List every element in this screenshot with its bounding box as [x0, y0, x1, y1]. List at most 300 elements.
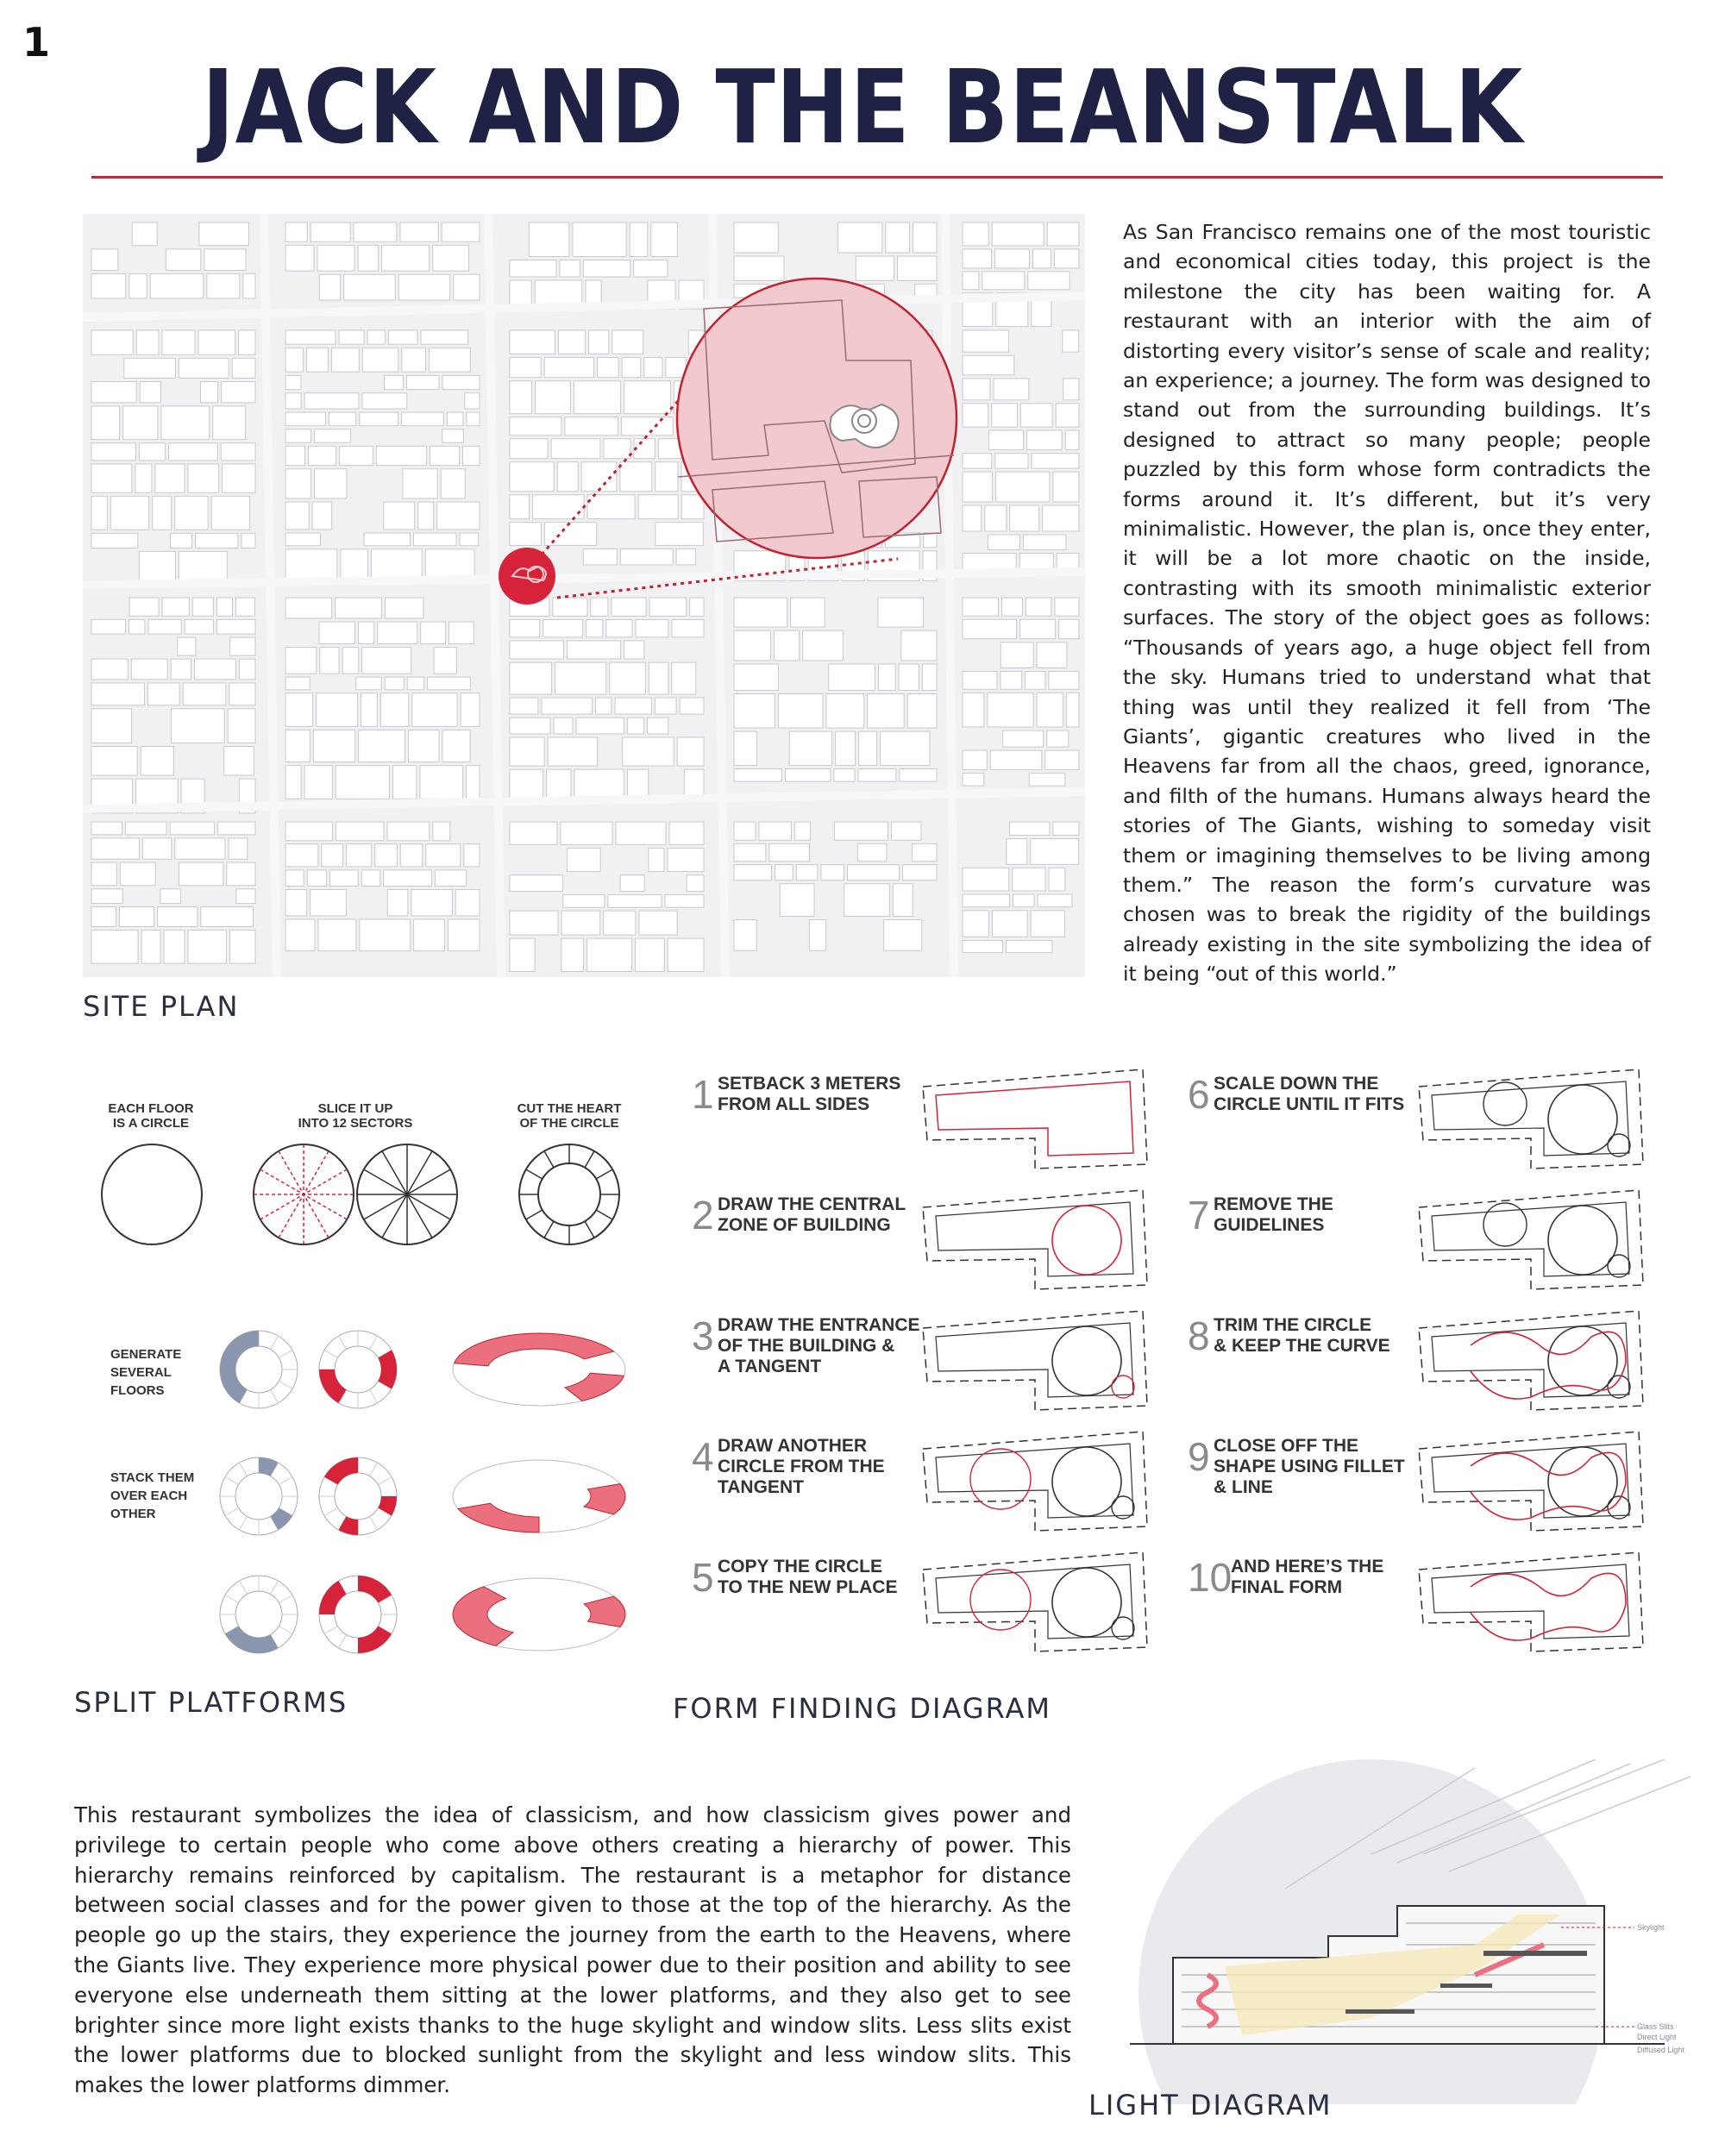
building-block: [242, 533, 255, 548]
building-block: [1031, 911, 1064, 937]
light-label-glass-slits: Glass Slits: [1637, 2022, 1674, 2031]
tangent-circle: [970, 1570, 1031, 1630]
building-block: [995, 472, 1050, 502]
building-block: [120, 862, 155, 886]
building-block: [982, 272, 1025, 290]
building-block: [285, 822, 332, 841]
building-block: [598, 357, 619, 377]
building-block: [510, 495, 530, 519]
central-circle: [1052, 1568, 1121, 1637]
building-block: [148, 683, 180, 705]
building-block: [775, 630, 800, 661]
building-block: [734, 822, 756, 840]
setback-line: [936, 1081, 1133, 1156]
building-block: [900, 769, 937, 782]
building-block: [1037, 693, 1063, 727]
building-block: [677, 737, 704, 766]
building-block: [139, 443, 165, 461]
header-2-line-1: SLICE IT UP: [317, 1101, 393, 1116]
building-block: [239, 330, 255, 354]
building-block: [402, 412, 444, 426]
building-block: [892, 822, 922, 840]
step-number: 8: [1188, 1313, 1210, 1358]
building-block: [310, 222, 350, 241]
building-block: [554, 718, 573, 734]
building-block: [510, 417, 561, 436]
step-number: 2: [692, 1193, 714, 1238]
building-block: [304, 766, 332, 799]
building-block: [1007, 940, 1052, 952]
building-block: [387, 822, 430, 841]
building-block: [1032, 454, 1079, 468]
building-block: [1020, 404, 1052, 427]
central-circle: [1052, 1326, 1121, 1395]
building-block: [285, 222, 307, 241]
building-block: [898, 256, 938, 280]
step-label-line: & LINE: [1214, 1477, 1273, 1497]
building-block: [963, 750, 987, 770]
building-block: [91, 443, 135, 461]
building-block: [672, 620, 704, 637]
building-block: [616, 822, 666, 844]
building-block: [207, 273, 240, 298]
building-block: [809, 920, 825, 951]
body-paragraph: This restaurant symbolizes the idea of classicism, and how classicism gives power and privilege to certain people who come above others creating a hierarchy of power. This hierarchy remains reinforced by capitalism. The restaurant is a metaphor for distance between social classes and for the power given to those at the top of the hierarchy. As the people go up the stairs, they experience the journey from the earth to the Heavens, where the Giants live. They experience more physical power due to their position and ability to see everyone else underneath them sitting at the lower platforms, and they also get to see brighter since more light exists thanks to the huge skylight and window slits. Less slits exist the lower platforms due to blocked sunlight from the skylight and less window slits. This makes the lower platforms dimmer.: [74, 1802, 1071, 2098]
building-block: [285, 549, 337, 580]
building-block: [393, 766, 417, 799]
step-number: 4: [692, 1434, 714, 1479]
building-block: [644, 357, 662, 377]
building-block: [589, 330, 609, 354]
building-block: [91, 822, 122, 835]
building-block: [669, 822, 704, 844]
building-block: [620, 875, 644, 892]
building-block: [285, 919, 315, 951]
building-block: [510, 822, 557, 844]
building-block: [124, 358, 176, 378]
building-block: [989, 430, 1024, 450]
building-block: [285, 502, 309, 530]
building-block: [434, 648, 456, 674]
building-block: [789, 731, 831, 765]
step-number: 3: [692, 1313, 714, 1358]
building-block: [899, 664, 919, 691]
step-label-line: FROM ALL SIDES: [718, 1094, 870, 1114]
building-block: [162, 598, 189, 616]
building-block: [425, 549, 474, 580]
building-block: [848, 865, 900, 881]
building-block: [985, 505, 1007, 531]
building-block: [620, 462, 652, 492]
building-block: [510, 523, 541, 546]
building-block: [924, 533, 937, 548]
form-step-10: [1188, 1552, 1643, 1651]
building-block: [222, 382, 255, 403]
central-circle: [1548, 1326, 1617, 1395]
step-label-line: TANGENT: [718, 1477, 804, 1497]
building-block: [91, 931, 138, 964]
building-block: [913, 843, 937, 861]
building-block: [990, 750, 1042, 770]
building-block: [420, 766, 463, 799]
building-block: [309, 446, 336, 466]
extruded-floor: [453, 1578, 625, 1651]
building-block: [126, 822, 167, 835]
building-block: [1019, 554, 1053, 570]
building-block: [465, 393, 480, 409]
building-block: [359, 622, 374, 644]
building-block: [91, 406, 120, 440]
building-block: [329, 412, 355, 426]
building-block: [668, 848, 704, 871]
building-block: [382, 245, 430, 271]
building-block: [362, 348, 398, 372]
building-block: [312, 502, 332, 530]
building-block: [1063, 379, 1079, 400]
floor-circle: [102, 1144, 202, 1244]
building-block: [1000, 642, 1033, 668]
building-block: [583, 548, 617, 565]
building-block: [510, 911, 558, 935]
building-block: [568, 641, 621, 659]
building-block: [734, 256, 784, 280]
building-block: [680, 698, 704, 714]
building-block: [91, 683, 145, 705]
extruded-floor: [453, 1460, 625, 1532]
building-block: [992, 404, 1018, 427]
building-block: [160, 889, 181, 904]
building-block: [510, 718, 550, 734]
building-block: [91, 273, 126, 298]
tangent-circle: [970, 1449, 1031, 1509]
building-block: [995, 454, 1028, 468]
building-block: [529, 222, 569, 257]
form-step-9: [1188, 1432, 1643, 1531]
building-block: [963, 505, 982, 531]
building-block: [132, 222, 157, 246]
building-block: [1053, 822, 1079, 836]
building-block: [886, 222, 910, 253]
building-block: [901, 630, 937, 661]
building-block: [360, 412, 398, 426]
building-block: [548, 737, 598, 766]
building-block: [354, 222, 397, 241]
building-block: [734, 694, 775, 729]
building-block: [322, 844, 343, 867]
building-block: [385, 598, 423, 618]
building-block: [285, 648, 317, 674]
form-step-4: [692, 1432, 1147, 1531]
building-block: [385, 677, 404, 690]
building-block: [356, 677, 381, 690]
building-block: [320, 648, 339, 674]
header-3-line-2: OF THE CIRCLE: [519, 1116, 619, 1131]
building-block: [687, 875, 704, 892]
building-block: [561, 938, 584, 971]
form-step-7: [1188, 1190, 1643, 1289]
building-block: [388, 330, 417, 344]
building-block: [666, 357, 686, 377]
building-block: [315, 429, 351, 443]
building-block: [223, 464, 255, 492]
building-block: [285, 469, 311, 498]
building-block: [162, 330, 195, 354]
building-block: [136, 330, 159, 354]
building-block: [963, 619, 1017, 639]
building-block: [621, 417, 673, 436]
building-block: [318, 919, 356, 951]
building-block: [651, 222, 678, 257]
building-block: [306, 348, 328, 372]
row-label-1-line-3: FLOORS: [110, 1383, 165, 1398]
step-label-line: CLOSE OFF THE: [1214, 1436, 1358, 1456]
building-block: [437, 502, 480, 530]
building-block: [1033, 249, 1051, 268]
building-block: [1003, 730, 1044, 747]
building-block: [648, 718, 668, 734]
building-block: [170, 822, 214, 835]
building-block: [510, 875, 562, 892]
building-block: [656, 462, 678, 492]
intro-paragraph: As San Francisco remains one of the most touristic and economical cities today, this project is the milestone the city has been waiting for. A restaurant with an interior with the aim of distorting every visitor’s sense of scale and reality; an experience; a journey. The form was designed to stand out from the surrounding buildings. It’s designed to attract so many people; people puzzled by this form whose form contradicts the forms around it. It’s different, but it’s very minimalistic. However, the plan is, once they enter, it will be a lot more chaotic on the inside, contrasting with its smooth minimalistic exterior surfaces. The story of the object goes as follows: “Thousands of years ago, a huge object fell from the sky. Humans tried to understand what that thing was until they realized it fell from ‘The Giants’, gigantic creatures who lived in the Heavens far from all the chaos, greed, ignorance, and filth of the humans. Humans always heard the stories of The Giants, wishing to someday visit them or imagining themselves to be living among them.” The reason the form’s curvature was chosen was to break the rigidity of the buildings already existing in the site symbolizing the idea of it being “out of this world.”: [1123, 220, 1651, 987]
building-block: [1063, 330, 1079, 352]
building-block: [734, 664, 779, 691]
building-block: [510, 938, 535, 971]
central-circle: [1548, 1447, 1617, 1516]
building-block: [421, 330, 468, 344]
building-block: [196, 533, 238, 548]
building-block: [230, 637, 255, 655]
building-block: [1049, 868, 1065, 891]
building-block: [879, 664, 896, 691]
building-block: [201, 907, 254, 927]
building-block: [359, 730, 405, 761]
row-label-2-line-1: STACK THEM: [110, 1470, 195, 1485]
building-block: [510, 439, 548, 459]
building-block: [785, 769, 831, 782]
building-block: [533, 495, 585, 519]
building-block: [1059, 619, 1079, 639]
building-block: [341, 549, 368, 580]
building-block: [229, 683, 255, 705]
building-block: [221, 443, 255, 461]
building-block: [362, 648, 411, 674]
building-block: [583, 260, 630, 278]
building-block: [371, 549, 422, 580]
building-block: [228, 709, 255, 743]
building-block: [216, 619, 255, 634]
building-block: [148, 619, 181, 634]
building-block: [1066, 693, 1079, 727]
building-block: [615, 698, 651, 714]
building-block: [285, 693, 313, 727]
building-block: [360, 919, 411, 951]
split-platforms-caption: SPLIT PLATFORMS: [74, 1686, 348, 1719]
step-label-line: SCALE DOWN THE: [1214, 1074, 1379, 1094]
building-block: [837, 222, 881, 253]
step-label-line: DRAW THE ENTRANCE: [718, 1315, 920, 1335]
building-block: [217, 598, 233, 616]
building-block: [963, 355, 1014, 375]
building-block: [331, 348, 359, 372]
form-step-1: [692, 1069, 1147, 1169]
building-block: [884, 920, 922, 951]
building-block: [285, 330, 336, 344]
building-block: [131, 659, 167, 680]
building-block: [447, 412, 463, 426]
building-block: [129, 598, 159, 616]
building-block: [411, 890, 453, 916]
light-diagram-caption: LIGHT DIAGRAM: [1088, 2089, 1333, 2122]
building-block: [179, 862, 223, 886]
building-block: [407, 677, 423, 690]
building-block: [803, 630, 844, 661]
building-block: [913, 222, 937, 253]
building-block: [421, 622, 446, 644]
building-block: [463, 446, 480, 466]
building-block: [418, 502, 434, 530]
building-block: [627, 718, 643, 734]
step-label-line: REMOVE THE: [1214, 1194, 1333, 1214]
building-block: [236, 598, 255, 616]
building-block: [285, 766, 301, 799]
building-block: [963, 598, 999, 616]
building-block: [844, 884, 890, 917]
building-block: [380, 693, 409, 727]
building-block: [1029, 774, 1065, 787]
building-block: [574, 381, 621, 414]
building-block: [304, 393, 359, 409]
header-2-line-2: INTO 12 SECTORS: [298, 1116, 413, 1131]
building-block: [856, 256, 894, 280]
central-circle: [1052, 1206, 1121, 1275]
building-block: [734, 843, 766, 861]
split-ring-grid: [220, 1331, 625, 1653]
building-block: [91, 907, 116, 927]
building-block: [963, 940, 1003, 952]
building-block: [536, 381, 571, 414]
building-block: [963, 272, 979, 290]
building-block: [510, 769, 543, 799]
building-block: [988, 693, 1033, 727]
building-block: [510, 462, 554, 492]
building-block: [232, 358, 255, 378]
building-block: [510, 260, 556, 278]
building-block: [769, 843, 810, 861]
building-block: [192, 598, 213, 616]
building-block: [201, 382, 218, 403]
building-block: [119, 907, 154, 927]
building-block: [139, 551, 175, 582]
sliced-circle-black: [357, 1144, 457, 1244]
building-block: [826, 694, 864, 729]
step-label-line: CIRCLE UNTIL IT FITS: [1214, 1094, 1405, 1114]
building-block: [581, 462, 617, 492]
ring-segment: [225, 1626, 278, 1654]
building-block: [734, 865, 772, 881]
cut-heart-ring: [519, 1144, 619, 1244]
building-block: [690, 598, 704, 617]
building-block: [557, 462, 578, 492]
building-block: [1047, 222, 1079, 246]
page-number: 1: [22, 19, 51, 66]
building-block: [285, 890, 307, 916]
building-block: [561, 822, 612, 844]
form-step-3: [692, 1311, 1147, 1410]
building-block: [1043, 505, 1079, 531]
row-label-1-line-2: SEVERAL: [110, 1365, 172, 1380]
building-block: [319, 274, 340, 300]
building-block: [628, 769, 649, 799]
building-block: [608, 895, 662, 908]
building-block: [378, 622, 417, 644]
building-block: [347, 844, 372, 867]
central-circle: [1052, 1447, 1121, 1516]
building-block: [857, 843, 887, 861]
building-block: [610, 662, 646, 694]
building-block: [129, 273, 147, 298]
building-block: [442, 730, 470, 761]
building-block: [467, 766, 480, 799]
building-block: [428, 677, 471, 690]
step-label-line: & KEEP THE CURVE: [1214, 1336, 1390, 1356]
building-block: [364, 533, 410, 546]
tangent-circle: [1484, 1203, 1527, 1246]
building-block: [734, 598, 787, 627]
building-block: [778, 694, 823, 729]
site-plan-caption: SITE PLAN: [83, 990, 240, 1023]
building-block: [1057, 554, 1079, 570]
building-block: [336, 598, 382, 618]
building-block: [963, 671, 997, 689]
building-block: [169, 443, 218, 461]
building-block: [442, 222, 480, 241]
building-block: [672, 662, 696, 694]
building-block: [576, 718, 624, 734]
building-block: [963, 454, 992, 468]
building-block: [510, 662, 552, 694]
building-block: [834, 769, 855, 782]
building-block: [285, 677, 310, 690]
building-block: [204, 249, 246, 271]
building-block: [361, 870, 380, 887]
building-block: [543, 620, 583, 637]
building-block: [668, 938, 704, 971]
building-block: [409, 730, 440, 761]
building-block: [344, 274, 396, 300]
building-block: [285, 393, 301, 409]
building-block: [542, 698, 593, 714]
building-block: [179, 358, 229, 378]
header-1-line-1: EACH FLOOR: [108, 1101, 194, 1116]
form-curve: [1471, 1573, 1626, 1640]
sliced-circle-red: [254, 1144, 354, 1244]
row-label-2-line-3: OTHER: [110, 1507, 156, 1521]
building-block: [285, 598, 332, 618]
building-block: [1007, 839, 1027, 865]
building-block: [362, 393, 407, 409]
central-circle: [1548, 1085, 1617, 1154]
building-block: [568, 848, 601, 871]
building-block: [963, 472, 992, 502]
step-number: 6: [1188, 1072, 1210, 1117]
building-block: [91, 249, 118, 271]
building-block: [604, 911, 636, 935]
building-block: [858, 769, 896, 782]
building-block: [1020, 619, 1056, 639]
building-block: [623, 737, 674, 766]
building-block: [140, 382, 160, 403]
